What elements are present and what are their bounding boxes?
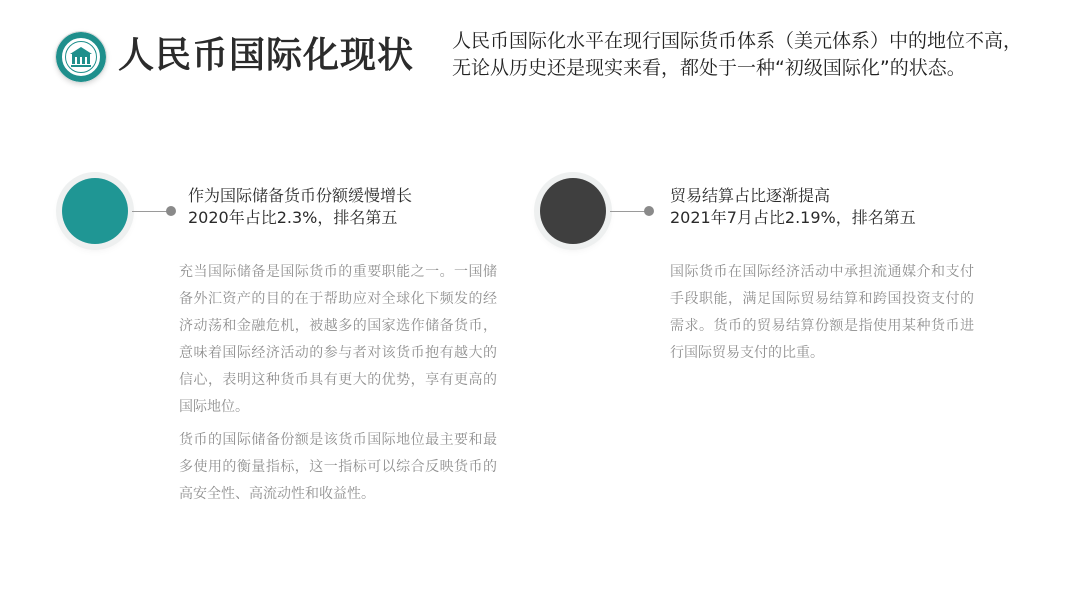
page-title: 人民币国际化现状 <box>118 35 415 76</box>
section-marker-reserve <box>62 178 128 244</box>
section-heading-trade <box>670 185 916 229</box>
connector-line <box>610 211 646 212</box>
intro-line-2: 无论从历史还是现实来看，都处于一种“初级国际化”的状态。 <box>452 57 966 79</box>
section-marker-trade <box>540 178 606 244</box>
intro-line-1: 人民币国际化水平在现行国际货币体系（美元体系）中的地位不高， <box>452 30 1023 52</box>
section-title: 作为国际储备货币份额缓慢增长 <box>188 186 413 205</box>
section-paragraph: 充当国际储备是国际货币的重要职能之一。一国储备外汇资产的目的在于帮助应对全球化下频发的经济动荡和金融危机，被越多的国家选作储备货币，意味着国际经济活动的参与者对该货币抱有越大的信心，表明这种货币具有更大的优势，享有更高的国际地位。 <box>179 264 497 415</box>
intro-text <box>452 28 1062 82</box>
university-seal-icon <box>56 32 106 82</box>
section-subtitle: 2021年7月占比2.19%，排名第五 <box>670 208 916 227</box>
section-subtitle: 2020年占比2.3%，排名第五 <box>188 208 398 227</box>
connector-dot <box>166 206 176 216</box>
connector-line <box>132 211 168 212</box>
section-body-trade <box>670 259 974 373</box>
section-paragraph: 货币的国际储备份额是该货币国际地位最主要和最多使用的衡量指标，这一指标可以综合反映货币的高安全性、高流动性和收益性。 <box>179 432 497 502</box>
section-title: 贸易结算占比逐渐提高 <box>670 186 831 205</box>
section-paragraph: 国际货币在国际经济活动中承担流通媒介和支付手段职能，满足国际贸易结算和跨国投资支付的需求。货币的贸易结算份额是指使用某种货币进行国际贸易支付的比重。 <box>670 264 974 361</box>
connector-dot <box>644 206 654 216</box>
section-heading-reserve <box>188 185 412 229</box>
section-body-reserve <box>179 259 497 514</box>
